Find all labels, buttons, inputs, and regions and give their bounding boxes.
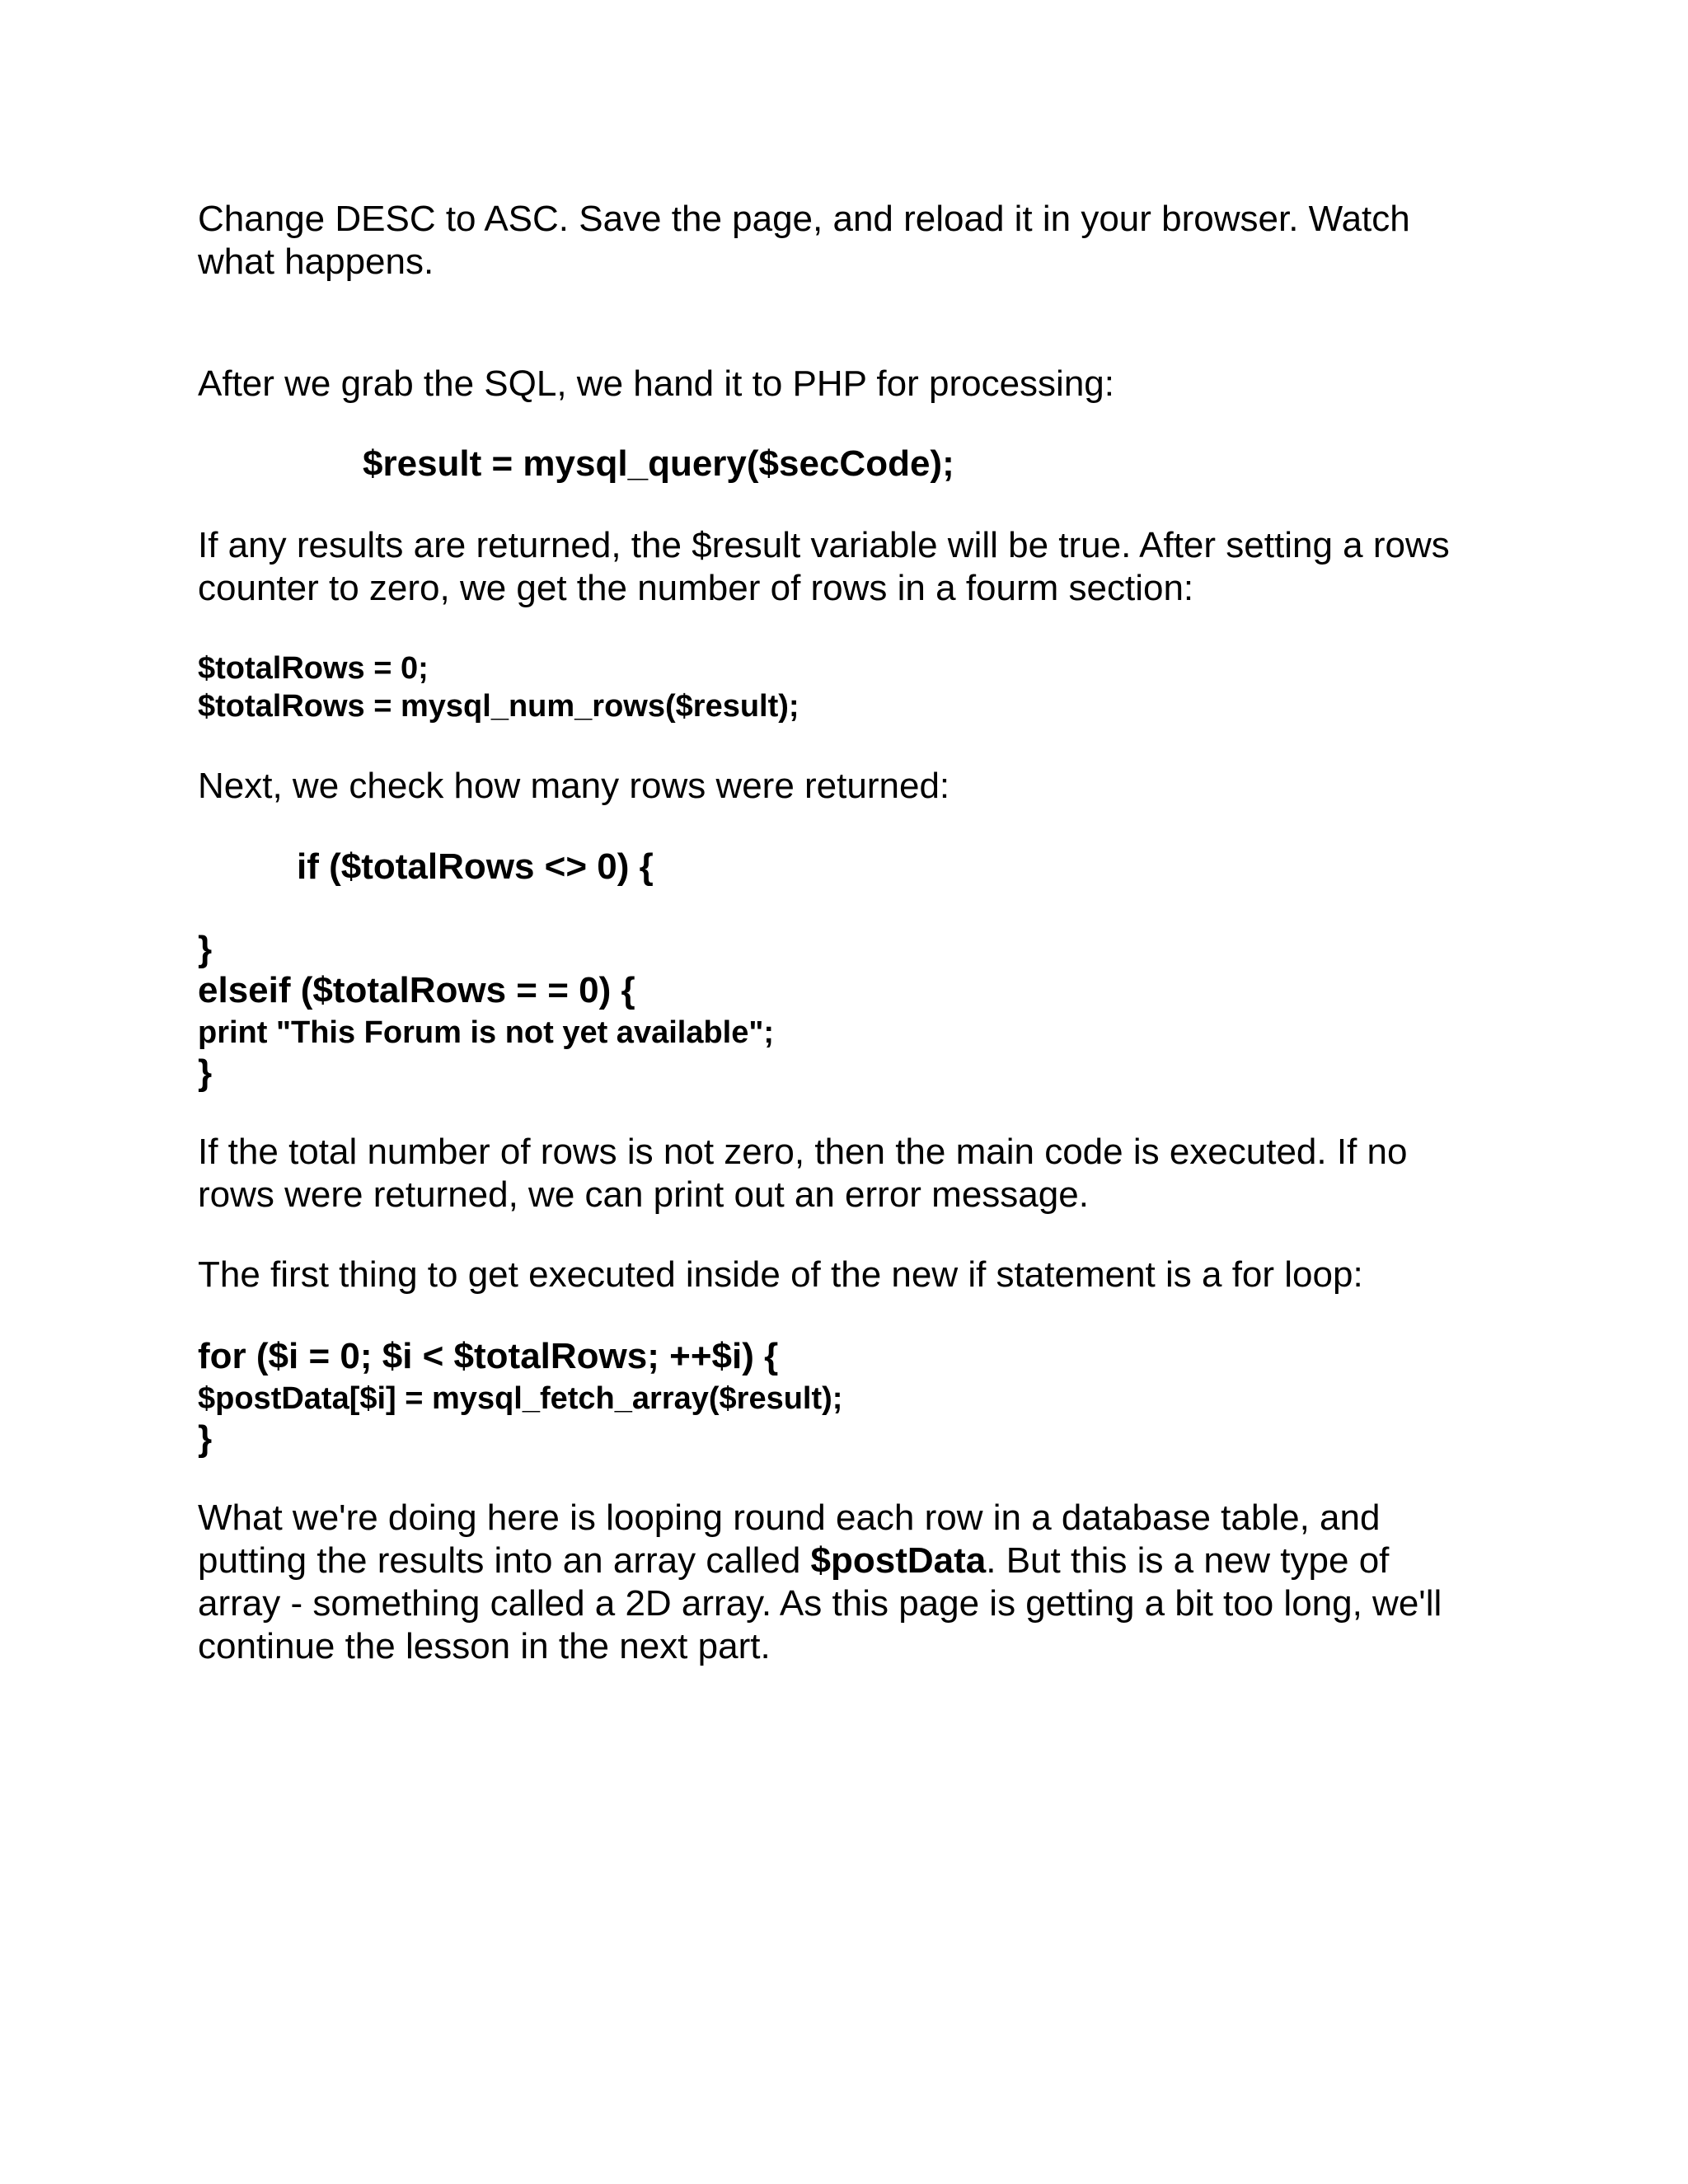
- text-run: putting the results into an array called: [198, 1540, 811, 1581]
- code-line: $result = mysql_query($secCode);: [363, 443, 954, 484]
- text-run: . But this is a new type of: [986, 1540, 1390, 1581]
- paragraph-line: rows were returned, we can print out an error message.: [198, 1174, 1089, 1215]
- paragraph-line: What we're doing here is looping round each row in a database table, and: [198, 1497, 1381, 1538]
- code-line: }: [198, 929, 213, 969]
- paragraph-line: If the total number of rows is not zero, then the main code is executed. If no: [198, 1132, 1408, 1172]
- inline-code-postdata: $postData: [810, 1540, 987, 1581]
- paragraph-line: array - something called a 2D array. As this page is getting a bit too long, we'll: [198, 1583, 1442, 1624]
- paragraph-line: what happens.: [198, 241, 434, 282]
- paragraph-line: If any results are returned, the $result variable will be true. After setting a rows: [198, 525, 1450, 565]
- paragraph-line: [198, 1540, 1390, 1581]
- paragraph-line: counter to zero, we get the number of rows in a fourm section:: [198, 568, 1194, 608]
- paragraph-line: Change DESC to ASC. Save the page, and reload it in your browser. Watch: [198, 199, 1410, 239]
- paragraph-line: Next, we check how many rows were returned:: [198, 766, 950, 806]
- paragraph-line: After we grab the SQL, we hand it to PHP for processing:: [198, 363, 1114, 404]
- code-line: print "This Forum is not yet available";: [198, 1015, 775, 1050]
- code-line: for ($i = 0; $i < $totalRows; ++$i) {: [198, 1336, 779, 1376]
- code-line: $totalRows = mysql_num_rows($result);: [198, 689, 799, 724]
- code-line: }: [198, 1052, 213, 1093]
- code-line: }: [198, 1418, 213, 1459]
- paragraph-line: continue the lesson in the next part.: [198, 1626, 771, 1666]
- code-line: $postData[$i] = mysql_fetch_array($result);: [198, 1381, 843, 1416]
- code-line: $totalRows = 0;: [198, 651, 429, 686]
- paragraph-line: The first thing to get executed inside of the new if statement is a for loop:: [198, 1254, 1363, 1295]
- code-line: if ($totalRows <> 0) {: [297, 846, 654, 887]
- code-line: elseif ($totalRows = = 0) {: [198, 970, 635, 1010]
